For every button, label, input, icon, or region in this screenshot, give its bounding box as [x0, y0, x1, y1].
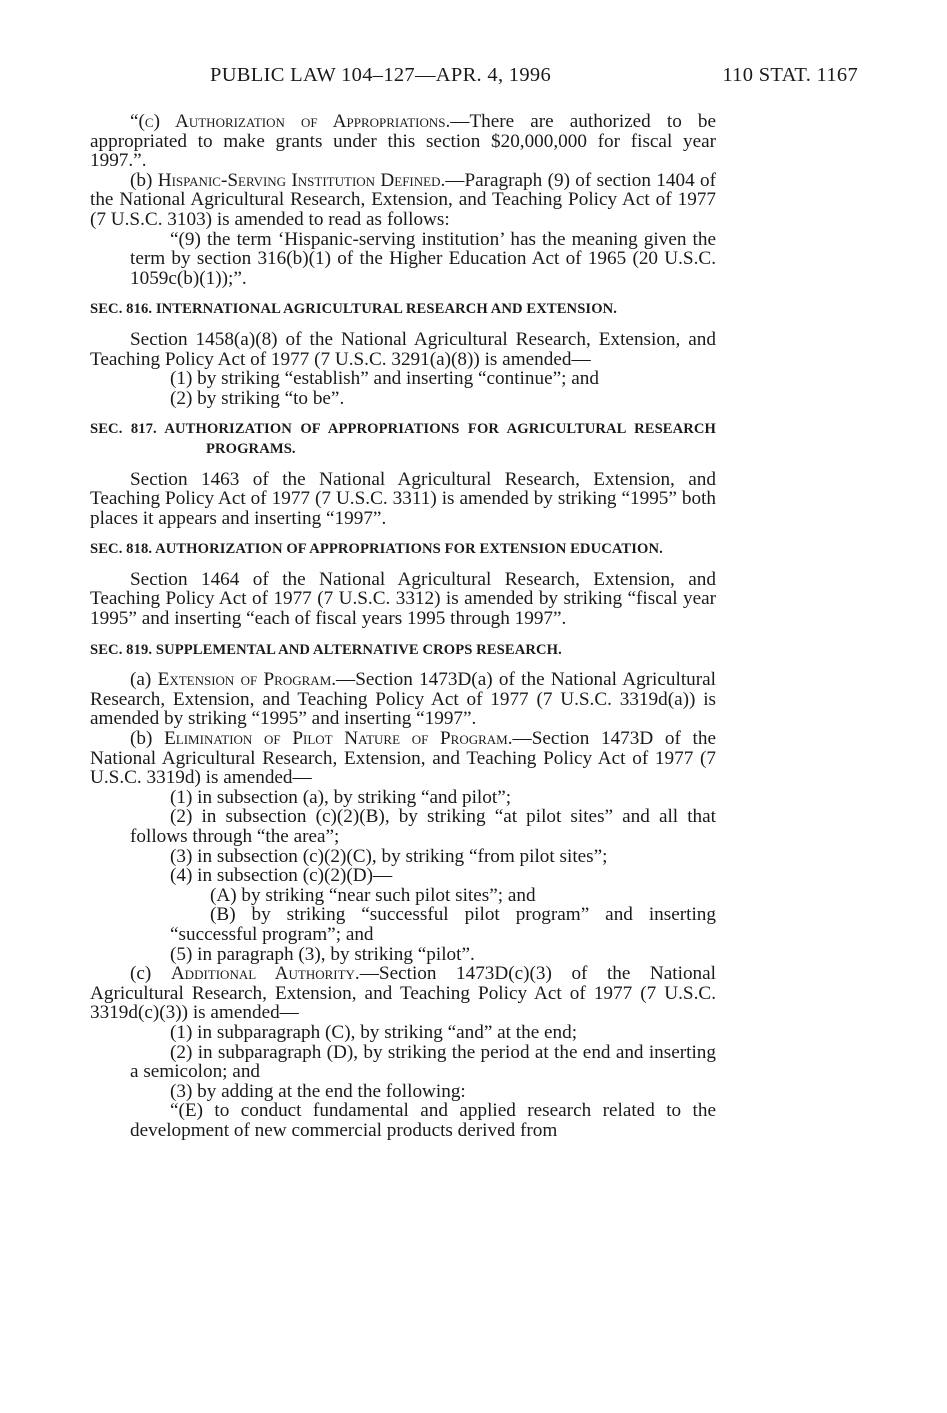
list-item: (1) by striking “establish” and inserting “continue”; and [170, 368, 599, 390]
list-item: (5) in paragraph (3), by striking “pilot”. [170, 943, 475, 965]
sub-list-item: (B) by striking “successful pilot program” and inserting “successful program”; and [170, 904, 716, 945]
paragraph-heading: Hispanic-Serving Institution Defined. [157, 169, 446, 191]
section-heading-817: SEC. 817. AUTHORIZATION OF APPROPRIATIONS FOR AGRICULTURAL RESEARCH PROGRAMS. [90, 421, 716, 457]
paragraph-sec817: Section 1463 of the National Agricultural Research, Extension, and Teaching Policy Act of 1977 (7 U.S.C. 3311) is amended by striking “1995” both places it appears and inserting “1997”. [90, 468, 716, 529]
list-item: (1) in subsection (a), by striking “and pilot”; [170, 786, 512, 808]
paragraph-text: —Paragraph (9) of section 1404 of the National Agricultural Research, Extension, and Teaching Policy Act of 1977 (7 U.S.C. 3103) is amended to read as follows: [90, 169, 716, 230]
section-heading-819: SEC. 819. SUPPLEMENTAL AND ALTERNATIVE CROPS RESEARCH. [90, 641, 562, 658]
paragraph-sec816-intro: Section 1458(a)(8) of the National Agricultural Research, Extension, and Teaching Policy Act of 1977 (7 U.S.C. 3291(a)(8)) is amended— [90, 328, 716, 370]
paragraph-heading: Extension of Program. [157, 669, 337, 691]
paragraph-elimination-pilot [90, 729, 716, 788]
header-title: PUBLIC LAW 104–127—APR. 4, 1996 [210, 64, 551, 86]
list-item: (2) in subsection (c)(2)(B), by striking “at pilot sites” and all that follows through “the area”; [130, 806, 716, 847]
paragraph-quoted-definition: “(9) the term ‘Hispanic-serving institution’ has the meaning given the term by section 316(b)(1) of the Higher Education Act of 1965 (20 U.S.C. 1059c(b)(1));”. [130, 228, 716, 289]
page-header [210, 64, 858, 90]
sub-list-item: (A) by striking “near such pilot sites”; and [210, 884, 536, 906]
header-stat-citation: 110 STAT. 1167 [722, 64, 858, 86]
list-item: (3) by adding at the end the following: [170, 1080, 466, 1102]
list-item: (2) in subparagraph (D), by striking the period at the end and inserting a semicolon; and [130, 1041, 716, 1083]
paragraph-authorization-appropriations [90, 112, 716, 171]
paragraph-text: —Section 1473D(c)(3) of the National Agricultural Research, Extension, and Teaching Policy Act of 1977 (7 U.S.C. 3319d(c)(3)) is amended— [90, 963, 716, 1024]
paragraph-sec818: Section 1464 of the National Agricultural Research, Extension, and Teaching Policy Act of 1977 (7 U.S.C. 3312) is amended by striking “fiscal year 1995” and inserting “each of fiscal years 1995 through 1997”. [90, 568, 716, 630]
paragraph-extension-of-program [90, 670, 716, 729]
paragraph-label: (c) [130, 963, 171, 985]
paragraph-label: (b) [130, 728, 165, 750]
paragraph-heading: “(c) Authorization of Appropriations. [130, 111, 451, 132]
paragraph-label: (a) [130, 669, 158, 691]
paragraph-hispanic-serving-defined [90, 171, 716, 230]
section-heading-818: SEC. 818. AUTHORIZATION OF APPROPRIATIONS FOR EXTENSION EDUCATION. [90, 541, 663, 558]
list-item: (4) in subsection (c)(2)(D)— [170, 865, 393, 887]
list-item: (3) in subsection (c)(2)(C), by striking “from pilot sites”; [170, 845, 608, 867]
document-body [90, 112, 716, 1141]
paragraph-text: —Section 1473D(a) of the National Agricultural Research, Extension, and Teaching Policy Act of 1977 (7 U.S.C. 3319d(a)) is amended by striking “1995” and inserting “1997”. [90, 669, 716, 730]
paragraph-text: —Section 1473D of the National Agricultural Research, Extension, and Teaching Policy Act of 1977 (7 U.S.C. 3319d) is amended— [90, 728, 717, 789]
list-item: “(E) to conduct fundamental and applied research related to the development of new commercial products derived from [130, 1100, 716, 1141]
paragraph-heading: Additional Authority. [170, 963, 360, 985]
paragraph-text: —There are authorized to be appropriated to make grants under this section $20,000,000 for fiscal year 1997.”. [90, 111, 716, 172]
section-heading-816: SEC. 816. INTERNATIONAL AGRICULTURAL RESEARCH AND EXTENSION. [90, 301, 618, 318]
paragraph-label: (b) [130, 169, 158, 191]
list-item: (1) in subparagraph (C), by striking “and” at the end; [170, 1021, 578, 1043]
paragraph-additional-authority [90, 964, 716, 1023]
list-item: (2) by striking “to be”. [170, 387, 345, 409]
paragraph-heading: Elimination of Pilot Nature of Program. [164, 728, 513, 750]
